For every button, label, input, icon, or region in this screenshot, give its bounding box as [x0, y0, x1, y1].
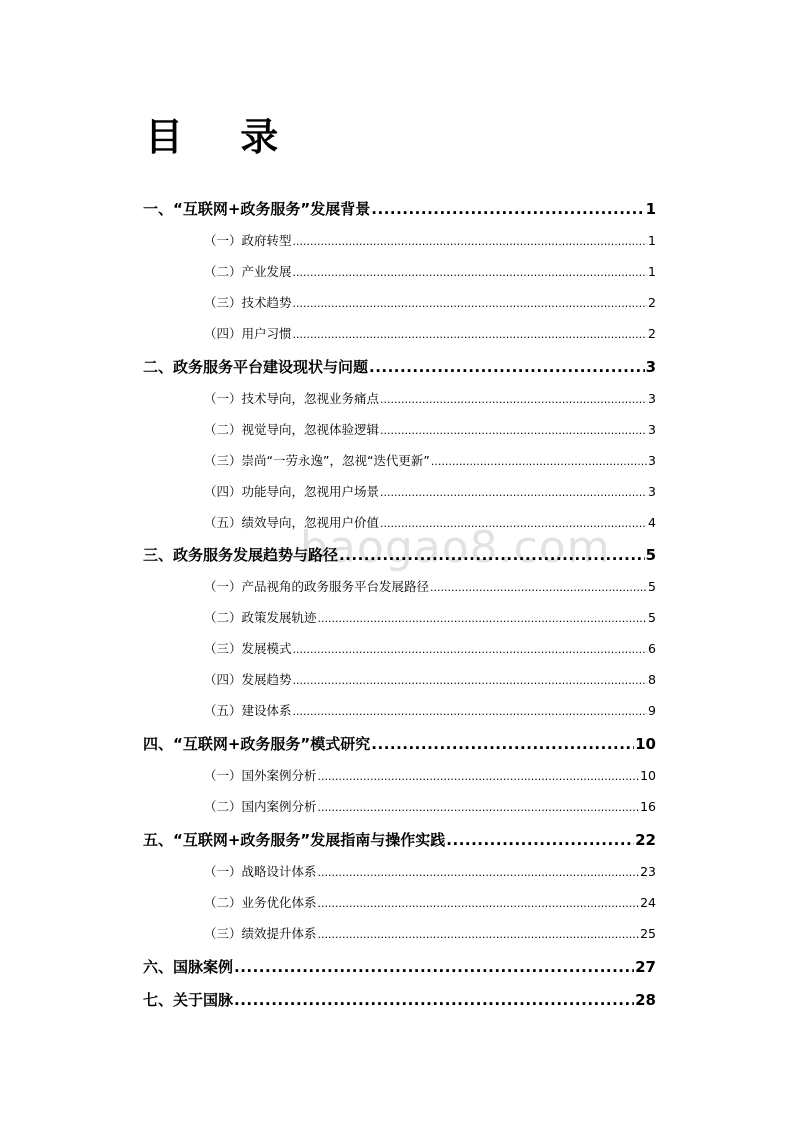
- toc-entry-label: （三）崇尚“一劳永逸”，忽视“迭代更新”: [204, 453, 430, 468]
- dot-leader: [446, 830, 634, 850]
- toc-entry-label: （四）用户习惯: [204, 326, 292, 341]
- toc-entry-label: （一）战略设计体系: [204, 864, 317, 879]
- toc-subsection-entry[interactable]: [204, 514, 656, 532]
- toc-subsection-entry[interactable]: [204, 325, 656, 343]
- toc-entry-label: （五）绩效导向，忽视用户价值: [204, 515, 380, 530]
- toc-subsection-entry[interactable]: [204, 863, 656, 881]
- toc-subsection-entry[interactable]: [204, 671, 656, 689]
- toc-entry-label: 三、政务服务发展趋势与路径: [143, 546, 339, 564]
- toc-page-number: 5: [648, 579, 656, 594]
- dot-leader: [318, 926, 640, 944]
- toc-subsection-entry[interactable]: [204, 640, 656, 658]
- toc-subsection-entry[interactable]: [204, 452, 656, 470]
- toc-entry-label: （二）业务优化体系: [204, 895, 317, 910]
- toc-subsection-entry[interactable]: [204, 702, 656, 720]
- page-title: 目 录: [145, 115, 301, 159]
- watermark-text: baogao8.com: [300, 522, 611, 573]
- toc-page-number: 4: [648, 515, 656, 530]
- toc-page-number: 3: [648, 484, 656, 499]
- toc-entry-label: （二）国内案例分析: [204, 799, 317, 814]
- dot-leader: [318, 768, 640, 786]
- toc-page-number: 1: [645, 200, 656, 218]
- dot-leader: [318, 895, 640, 913]
- toc-entry-label: （三）技术趋势: [204, 295, 292, 310]
- dot-leader: [293, 233, 648, 251]
- toc-subsection-entry[interactable]: [204, 263, 656, 281]
- toc-entry-label: （五）建设体系: [204, 703, 292, 718]
- toc-page-number: 5: [645, 546, 656, 564]
- dot-leader: [380, 422, 647, 440]
- toc-entry-label: 六、国脉案例: [143, 958, 234, 976]
- dot-leader: [339, 545, 645, 565]
- toc-subsection-entry[interactable]: [204, 390, 656, 408]
- toc-entry-label: （二）产业发展: [204, 264, 292, 279]
- toc-subsection-entry[interactable]: [204, 232, 656, 250]
- toc-page-number: 27: [635, 958, 656, 976]
- dot-leader: [431, 453, 647, 471]
- toc-entry-label: （四）功能导向，忽视用户场景: [204, 484, 380, 499]
- toc-section-entry[interactable]: [143, 957, 656, 977]
- dot-leader: [380, 484, 647, 502]
- toc-subsection-entry[interactable]: [204, 609, 656, 627]
- dot-leader: [430, 579, 647, 597]
- dot-leader: [369, 357, 645, 377]
- toc-subsection-entry[interactable]: [204, 483, 656, 501]
- toc-subsection-entry[interactable]: [204, 294, 656, 312]
- dot-leader: [380, 391, 647, 409]
- toc-entry-label: 一、“互联网+政务服务”发展背景: [143, 200, 371, 218]
- dot-leader: [318, 799, 640, 817]
- toc-page-number: 16: [640, 799, 656, 814]
- toc-page-number: 3: [645, 358, 656, 376]
- toc-entry-label: （三）发展模式: [204, 641, 292, 656]
- dot-leader: [293, 326, 648, 344]
- toc-page-number: 2: [648, 295, 656, 310]
- toc-entry-label: （二）视觉导向，忽视体验逻辑: [204, 422, 380, 437]
- toc-page-number: 1: [648, 233, 656, 248]
- dot-leader: [293, 295, 648, 313]
- toc-entry-label: （一）产品视角的政务服务平台发展路径: [204, 579, 430, 594]
- toc-page-number: 3: [648, 453, 656, 468]
- toc-page-number: 23: [640, 864, 656, 879]
- toc-section-entry[interactable]: [143, 199, 656, 219]
- toc-page-number: 1: [648, 264, 656, 279]
- dot-leader: [380, 515, 647, 533]
- toc-entry-label: （一）技术导向，忽视业务痛点: [204, 391, 380, 406]
- toc-subsection-entry[interactable]: [204, 894, 656, 912]
- toc-page-number: 22: [635, 831, 656, 849]
- toc-subsection-entry[interactable]: [204, 767, 656, 785]
- dot-leader: [293, 264, 648, 282]
- toc-page-number: 28: [635, 991, 656, 1009]
- toc-section-entry[interactable]: [143, 357, 656, 377]
- toc-subsection-entry[interactable]: [204, 925, 656, 943]
- toc-page-number: 25: [640, 926, 656, 941]
- toc-section-entry[interactable]: [143, 830, 656, 850]
- toc-entry-label: （一）国外案例分析: [204, 768, 317, 783]
- toc-page-number: 10: [640, 768, 656, 783]
- toc-page-number: 5: [648, 610, 656, 625]
- toc-page-number: 6: [648, 641, 656, 656]
- toc-entry-label: （三）绩效提升体系: [204, 926, 317, 941]
- toc-page-number: 3: [648, 422, 656, 437]
- toc-page-number: 24: [640, 895, 656, 910]
- toc-entry-label: 二、政务服务平台建设现状与问题: [143, 358, 369, 376]
- dot-leader: [293, 672, 648, 690]
- toc-entry-label: （四）发展趋势: [204, 672, 292, 687]
- toc-section-entry[interactable]: [143, 545, 656, 565]
- dot-leader: [371, 734, 634, 754]
- toc-page-number: 8: [648, 672, 656, 687]
- toc-page-number: 10: [635, 735, 656, 753]
- toc-section-entry[interactable]: [143, 990, 656, 1010]
- toc-subsection-entry[interactable]: [204, 421, 656, 439]
- dot-leader: [318, 864, 640, 882]
- dot-leader: [371, 199, 644, 219]
- dot-leader: [293, 703, 648, 721]
- dot-leader: [234, 990, 634, 1010]
- toc-page-number: 2: [648, 326, 656, 341]
- toc-entry-label: 四、“互联网+政务服务”模式研究: [143, 735, 371, 753]
- toc-entry-label: （二）政策发展轨迹: [204, 610, 317, 625]
- toc-section-entry[interactable]: [143, 734, 656, 754]
- toc-subsection-entry[interactable]: [204, 798, 656, 816]
- toc-entry-label: 七、关于国脉: [143, 991, 234, 1009]
- dot-leader: [318, 610, 648, 628]
- dot-leader: [293, 641, 648, 659]
- toc-entry-label: 五、“互联网+政务服务”发展指南与操作实践: [143, 831, 446, 849]
- toc-page-number: 9: [648, 703, 656, 718]
- toc-entry-label: （一）政府转型: [204, 233, 292, 248]
- dot-leader: [234, 957, 634, 977]
- toc-page-number: 3: [648, 391, 656, 406]
- toc-subsection-entry[interactable]: [204, 578, 656, 596]
